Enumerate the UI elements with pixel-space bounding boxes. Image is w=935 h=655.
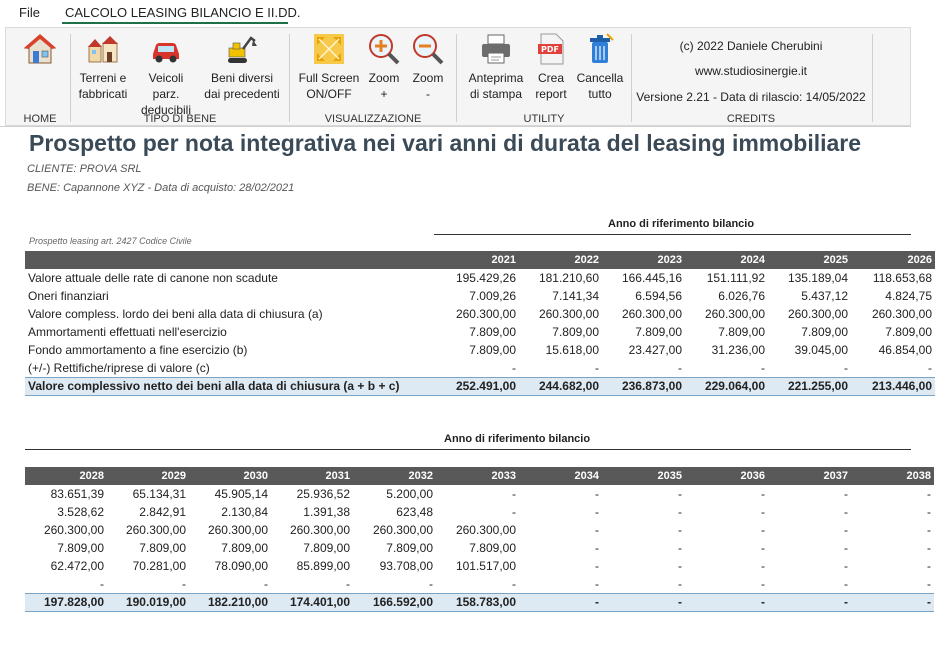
beni-diversi-label-1: Beni diversi xyxy=(210,71,274,85)
full-screen-label-2: ON/OFF xyxy=(306,87,352,101)
value-cell: 31.236,00 xyxy=(711,343,765,357)
value-cell: - xyxy=(512,505,516,519)
credits-author: (c) 2022 Daniele Cherubini xyxy=(679,39,823,53)
year-header: 2032 xyxy=(353,467,436,485)
value-cell: - xyxy=(844,487,848,501)
total-value-cell: - xyxy=(602,593,685,611)
value-cell: - xyxy=(595,541,599,555)
year-header: 2034 xyxy=(519,467,602,485)
table-header-row xyxy=(25,251,935,269)
value-cell: 7.809,00 xyxy=(386,541,433,555)
total-value-cell: - xyxy=(519,593,602,611)
pdf-icon xyxy=(534,32,568,66)
client-label: CLIENTE: PROVA SRL xyxy=(27,163,142,175)
row-label: (+/-) Rettifiche/riprese di valore (c) xyxy=(28,360,210,375)
value-cell: 85.899,00 xyxy=(296,559,350,573)
group-visualizzazione-label: VISUALIZZAZIONE xyxy=(324,113,422,125)
zoom-in-icon xyxy=(367,32,401,66)
caption-underline xyxy=(25,449,911,450)
separator xyxy=(872,34,873,122)
year-header: 2038 xyxy=(851,467,934,485)
value-cell: 45.905,14 xyxy=(214,487,268,501)
buildings-icon xyxy=(86,32,120,66)
value-cell: 78.090,00 xyxy=(214,559,268,573)
table-row xyxy=(25,359,935,377)
total-value-cell: 244.682,00 xyxy=(519,377,602,395)
year-header: 2033 xyxy=(436,467,519,485)
value-cell: - xyxy=(678,360,682,375)
value-cell: - xyxy=(678,559,682,573)
value-cell: 7.009,26 xyxy=(469,289,516,303)
table-row xyxy=(25,503,934,521)
value-cell: - xyxy=(595,523,599,537)
total-value-cell: 229.064,00 xyxy=(685,377,768,395)
year-caption-2: Anno di riferimento bilancio xyxy=(444,433,591,445)
year-header: 2025 xyxy=(768,251,851,269)
value-cell: 7.809,00 xyxy=(57,541,104,555)
value-cell: 46.854,00 xyxy=(878,343,932,357)
value-cell: 260.300,00 xyxy=(207,523,268,537)
value-cell: - xyxy=(678,541,682,555)
year-header: 2035 xyxy=(602,467,685,485)
value-cell: 70.281,00 xyxy=(132,559,186,573)
value-cell: - xyxy=(429,576,433,591)
terreni-label-1: Terreni e xyxy=(79,71,127,85)
value-cell: - xyxy=(678,576,682,591)
table-row xyxy=(25,521,934,539)
value-cell: 260.300,00 xyxy=(372,523,433,537)
value-cell: - xyxy=(264,576,268,591)
house-icon xyxy=(23,32,57,66)
value-cell: - xyxy=(844,360,848,375)
value-cell: 65.134,31 xyxy=(132,487,186,501)
table-row xyxy=(25,287,935,305)
active-tab-indicator xyxy=(62,22,288,24)
value-cell: - xyxy=(761,576,765,591)
credits-version: Versione 2.21 - Data di rilascio: 14/05/2022 xyxy=(636,90,866,104)
value-cell: 1.391,38 xyxy=(303,505,350,519)
value-cell: - xyxy=(595,487,599,501)
crea-report-button[interactable] xyxy=(531,32,571,102)
value-cell: 7.809,00 xyxy=(718,325,765,339)
value-cell: 101.517,00 xyxy=(455,559,516,573)
year-header: 2028 xyxy=(25,467,107,485)
zoom-out-button[interactable] xyxy=(408,32,448,102)
value-cell: 7.141,34 xyxy=(552,289,599,303)
trash-icon xyxy=(583,32,617,66)
leasing-note: Prospetto leasing art. 2427 Codice Civile xyxy=(29,236,192,246)
value-cell: 118.653,68 xyxy=(872,271,932,285)
group-home-label: HOME xyxy=(23,113,57,125)
veicoli-label-2: deducibili xyxy=(140,103,192,117)
value-cell: - xyxy=(595,576,599,591)
excavator-icon xyxy=(225,32,259,66)
fullscreen-icon xyxy=(312,32,346,66)
veicoli-label-1: Veicoli parz. xyxy=(148,71,184,101)
zoom-out-icon xyxy=(411,32,445,66)
cancella-tutto-button[interactable] xyxy=(572,32,628,102)
total-label: Valore complessivo netto dei beni alla data di chiusura (a + b + c) xyxy=(25,377,436,395)
value-cell: 5.437,12 xyxy=(801,289,848,303)
header-corner xyxy=(25,251,436,269)
table-row xyxy=(25,485,934,503)
page-title: Prospetto per nota integrativa nei vari anni di durata del leasing immobiliare xyxy=(29,130,862,156)
value-cell: - xyxy=(512,487,516,501)
value-cell: 93.708,00 xyxy=(379,559,433,573)
table-header-row xyxy=(25,467,934,485)
value-cell: 181.210,60 xyxy=(538,271,599,285)
value-cell: - xyxy=(512,576,516,591)
year-header: 2023 xyxy=(602,251,685,269)
year-header: 2037 xyxy=(768,467,851,485)
svg-text:PDF: PDF xyxy=(541,45,559,54)
year-header: 2021 xyxy=(436,251,519,269)
value-cell: - xyxy=(761,505,765,519)
value-cell: - xyxy=(595,360,599,375)
value-cell: 166.445,16 xyxy=(621,271,682,285)
value-cell: 7.809,00 xyxy=(801,325,848,339)
leasing-table-1 xyxy=(25,251,935,396)
value-cell: 260.300,00 xyxy=(621,307,682,321)
value-cell: 23.427,00 xyxy=(628,343,682,357)
value-cell: 7.809,00 xyxy=(469,343,516,357)
value-cell: 6.594,56 xyxy=(635,289,682,303)
value-cell: 151.111,92 xyxy=(706,271,765,285)
value-cell: 6.026,76 xyxy=(718,289,765,303)
asset-label: BENE: Capannone XYZ - Data di acquisto: 28/02/2021 xyxy=(27,182,295,194)
value-cell: - xyxy=(844,541,848,555)
zoom-in-label-1: Zoom xyxy=(368,71,400,85)
value-cell: 260.300,00 xyxy=(43,523,104,537)
value-cell: 260.300,00 xyxy=(289,523,350,537)
value-cell: - xyxy=(678,505,682,519)
table-row xyxy=(25,575,934,593)
separator xyxy=(456,34,457,122)
value-cell: 260.300,00 xyxy=(787,307,848,321)
caption-underline xyxy=(434,234,911,235)
zoom-in-label-2: + xyxy=(380,87,388,101)
value-cell: 7.809,00 xyxy=(885,325,932,339)
year-caption-1: Anno di riferimento bilancio xyxy=(608,218,755,230)
value-cell: 4.824,75 xyxy=(885,289,932,303)
leasing-table-2 xyxy=(25,467,934,612)
table-row xyxy=(25,539,934,557)
value-cell: 7.809,00 xyxy=(469,325,516,339)
value-cell: - xyxy=(182,576,186,591)
value-cell: 15.618,00 xyxy=(545,343,599,357)
anteprima-label-2: di stampa xyxy=(469,87,523,101)
ribbon xyxy=(5,27,911,126)
value-cell: 623,48 xyxy=(396,505,433,519)
anteprima-stampa-button[interactable] xyxy=(463,32,529,102)
value-cell: - xyxy=(595,559,599,573)
year-header: 2022 xyxy=(519,251,602,269)
value-cell: - xyxy=(928,360,932,375)
value-cell: 195.429,26 xyxy=(455,271,516,285)
value-cell: 7.809,00 xyxy=(635,325,682,339)
value-cell: 7.809,00 xyxy=(469,541,516,555)
separator xyxy=(70,34,71,122)
value-cell: - xyxy=(844,559,848,573)
table-row xyxy=(25,341,935,359)
credits-website[interactable]: www.studiosinergie.it xyxy=(694,64,808,78)
table-row xyxy=(25,269,935,287)
year-header: 2024 xyxy=(685,251,768,269)
value-cell: 39.045,00 xyxy=(794,343,848,357)
value-cell: - xyxy=(678,523,682,537)
beni-diversi-button[interactable] xyxy=(202,32,282,102)
value-cell: 62.472,00 xyxy=(50,559,104,573)
terreni-label-2: fabbricati xyxy=(78,87,128,101)
value-cell: 7.809,00 xyxy=(303,541,350,555)
value-cell: - xyxy=(927,541,931,555)
value-cell: - xyxy=(927,576,931,591)
value-cell: 7.809,00 xyxy=(221,541,268,555)
total-value-cell: 221.255,00 xyxy=(768,377,851,395)
menu-file[interactable]: File xyxy=(19,5,40,20)
anteprima-label-1: Anteprima xyxy=(468,71,524,85)
terreni-fabbricati-button[interactable] xyxy=(76,32,130,102)
value-cell: - xyxy=(761,541,765,555)
row-label: Valore compless. lordo dei beni alla data di chiusura (a) xyxy=(28,307,323,321)
row-label: Ammortamenti effettuati nell'esercizio xyxy=(28,325,227,339)
value-cell: 135.189,04 xyxy=(787,271,848,285)
full-screen-button[interactable] xyxy=(295,32,363,102)
total-value-cell: 166.592,00 xyxy=(353,593,436,611)
total-value-cell: 190.019,00 xyxy=(107,593,189,611)
value-cell: - xyxy=(512,360,516,375)
year-header: 2031 xyxy=(271,467,353,485)
total-value-cell: 174.401,00 xyxy=(271,593,353,611)
value-cell: - xyxy=(761,559,765,573)
cancella-label-1: Cancella xyxy=(576,71,624,85)
value-cell: 260.300,00 xyxy=(455,523,516,537)
value-cell: 7.809,00 xyxy=(139,541,186,555)
total-value-cell: - xyxy=(851,593,934,611)
total-value-cell: 182.210,00 xyxy=(189,593,271,611)
value-cell: - xyxy=(927,523,931,537)
value-cell: - xyxy=(595,505,599,519)
value-cell: 5.200,00 xyxy=(386,487,433,501)
total-value-cell: 252.491,00 xyxy=(436,377,519,395)
group-tipo-bene-label: TIPO DI BENE xyxy=(143,113,217,125)
value-cell: - xyxy=(678,487,682,501)
year-header: 2030 xyxy=(189,467,271,485)
car-icon xyxy=(149,32,183,66)
total-value-cell: 197.828,00 xyxy=(25,593,107,611)
table-row xyxy=(25,305,935,323)
value-cell: 2.842,91 xyxy=(139,505,186,519)
printer-icon xyxy=(479,32,513,66)
value-cell: - xyxy=(844,523,848,537)
home-button[interactable] xyxy=(14,32,66,70)
menu-bar xyxy=(0,0,911,26)
value-cell: 7.809,00 xyxy=(552,325,599,339)
total-value-cell: - xyxy=(685,593,768,611)
total-row xyxy=(25,377,935,395)
value-cell: - xyxy=(927,505,931,519)
value-cell: 260.300,00 xyxy=(871,307,932,321)
value-cell: 260.300,00 xyxy=(538,307,599,321)
total-value-cell: - xyxy=(768,593,851,611)
veicoli-button[interactable] xyxy=(134,32,198,118)
table-row xyxy=(25,323,935,341)
value-cell: 25.936,52 xyxy=(296,487,350,501)
group-credits-label: CREDITS xyxy=(726,113,776,125)
year-header: 2026 xyxy=(851,251,935,269)
value-cell: - xyxy=(761,487,765,501)
total-value-cell: 236.873,00 xyxy=(602,377,685,395)
value-cell: 83.651,39 xyxy=(50,487,104,501)
menu-tab-calcolo-leasing[interactable]: CALCOLO LEASING BILANCIO E II.DD. xyxy=(65,5,301,20)
group-utility-label: UTILITY xyxy=(523,113,565,125)
separator xyxy=(631,34,632,122)
row-label: Oneri finanziari xyxy=(28,289,109,303)
separator xyxy=(289,34,290,122)
value-cell: - xyxy=(761,523,765,537)
table-row xyxy=(25,557,934,575)
full-screen-label-1: Full Screen xyxy=(298,71,360,85)
total-value-cell: 158.783,00 xyxy=(436,593,519,611)
zoom-in-button[interactable] xyxy=(364,32,404,102)
crea-report-label-1: Crea xyxy=(537,71,564,85)
zoom-out-label-2: - xyxy=(426,87,430,101)
cancella-label-2: tutto xyxy=(588,87,612,101)
value-cell: 260.300,00 xyxy=(704,307,765,321)
year-header: 2029 xyxy=(107,467,189,485)
ribbon-bottom-border xyxy=(0,126,911,127)
value-cell: 260.300,00 xyxy=(455,307,516,321)
value-cell: - xyxy=(844,505,848,519)
row-label: Fondo ammortamento a fine esercizio (b) xyxy=(28,343,248,357)
value-cell: 3.528,62 xyxy=(57,505,104,519)
value-cell: - xyxy=(100,576,104,591)
total-value-cell: 213.446,00 xyxy=(851,377,935,395)
value-cell: - xyxy=(844,576,848,591)
value-cell: - xyxy=(761,360,765,375)
value-cell: 2.130,84 xyxy=(221,505,268,519)
value-cell: - xyxy=(927,487,931,501)
value-cell: 260.300,00 xyxy=(125,523,186,537)
value-cell: - xyxy=(346,576,350,591)
total-row xyxy=(25,593,934,611)
row-label: Valore attuale delle rate di canone non scadute xyxy=(28,271,278,285)
year-header: 2036 xyxy=(685,467,768,485)
crea-report-label-2: report xyxy=(535,87,567,101)
value-cell: - xyxy=(927,559,931,573)
beni-diversi-label-2: dai precedenti xyxy=(204,87,280,101)
zoom-out-label-1: Zoom xyxy=(412,71,444,85)
